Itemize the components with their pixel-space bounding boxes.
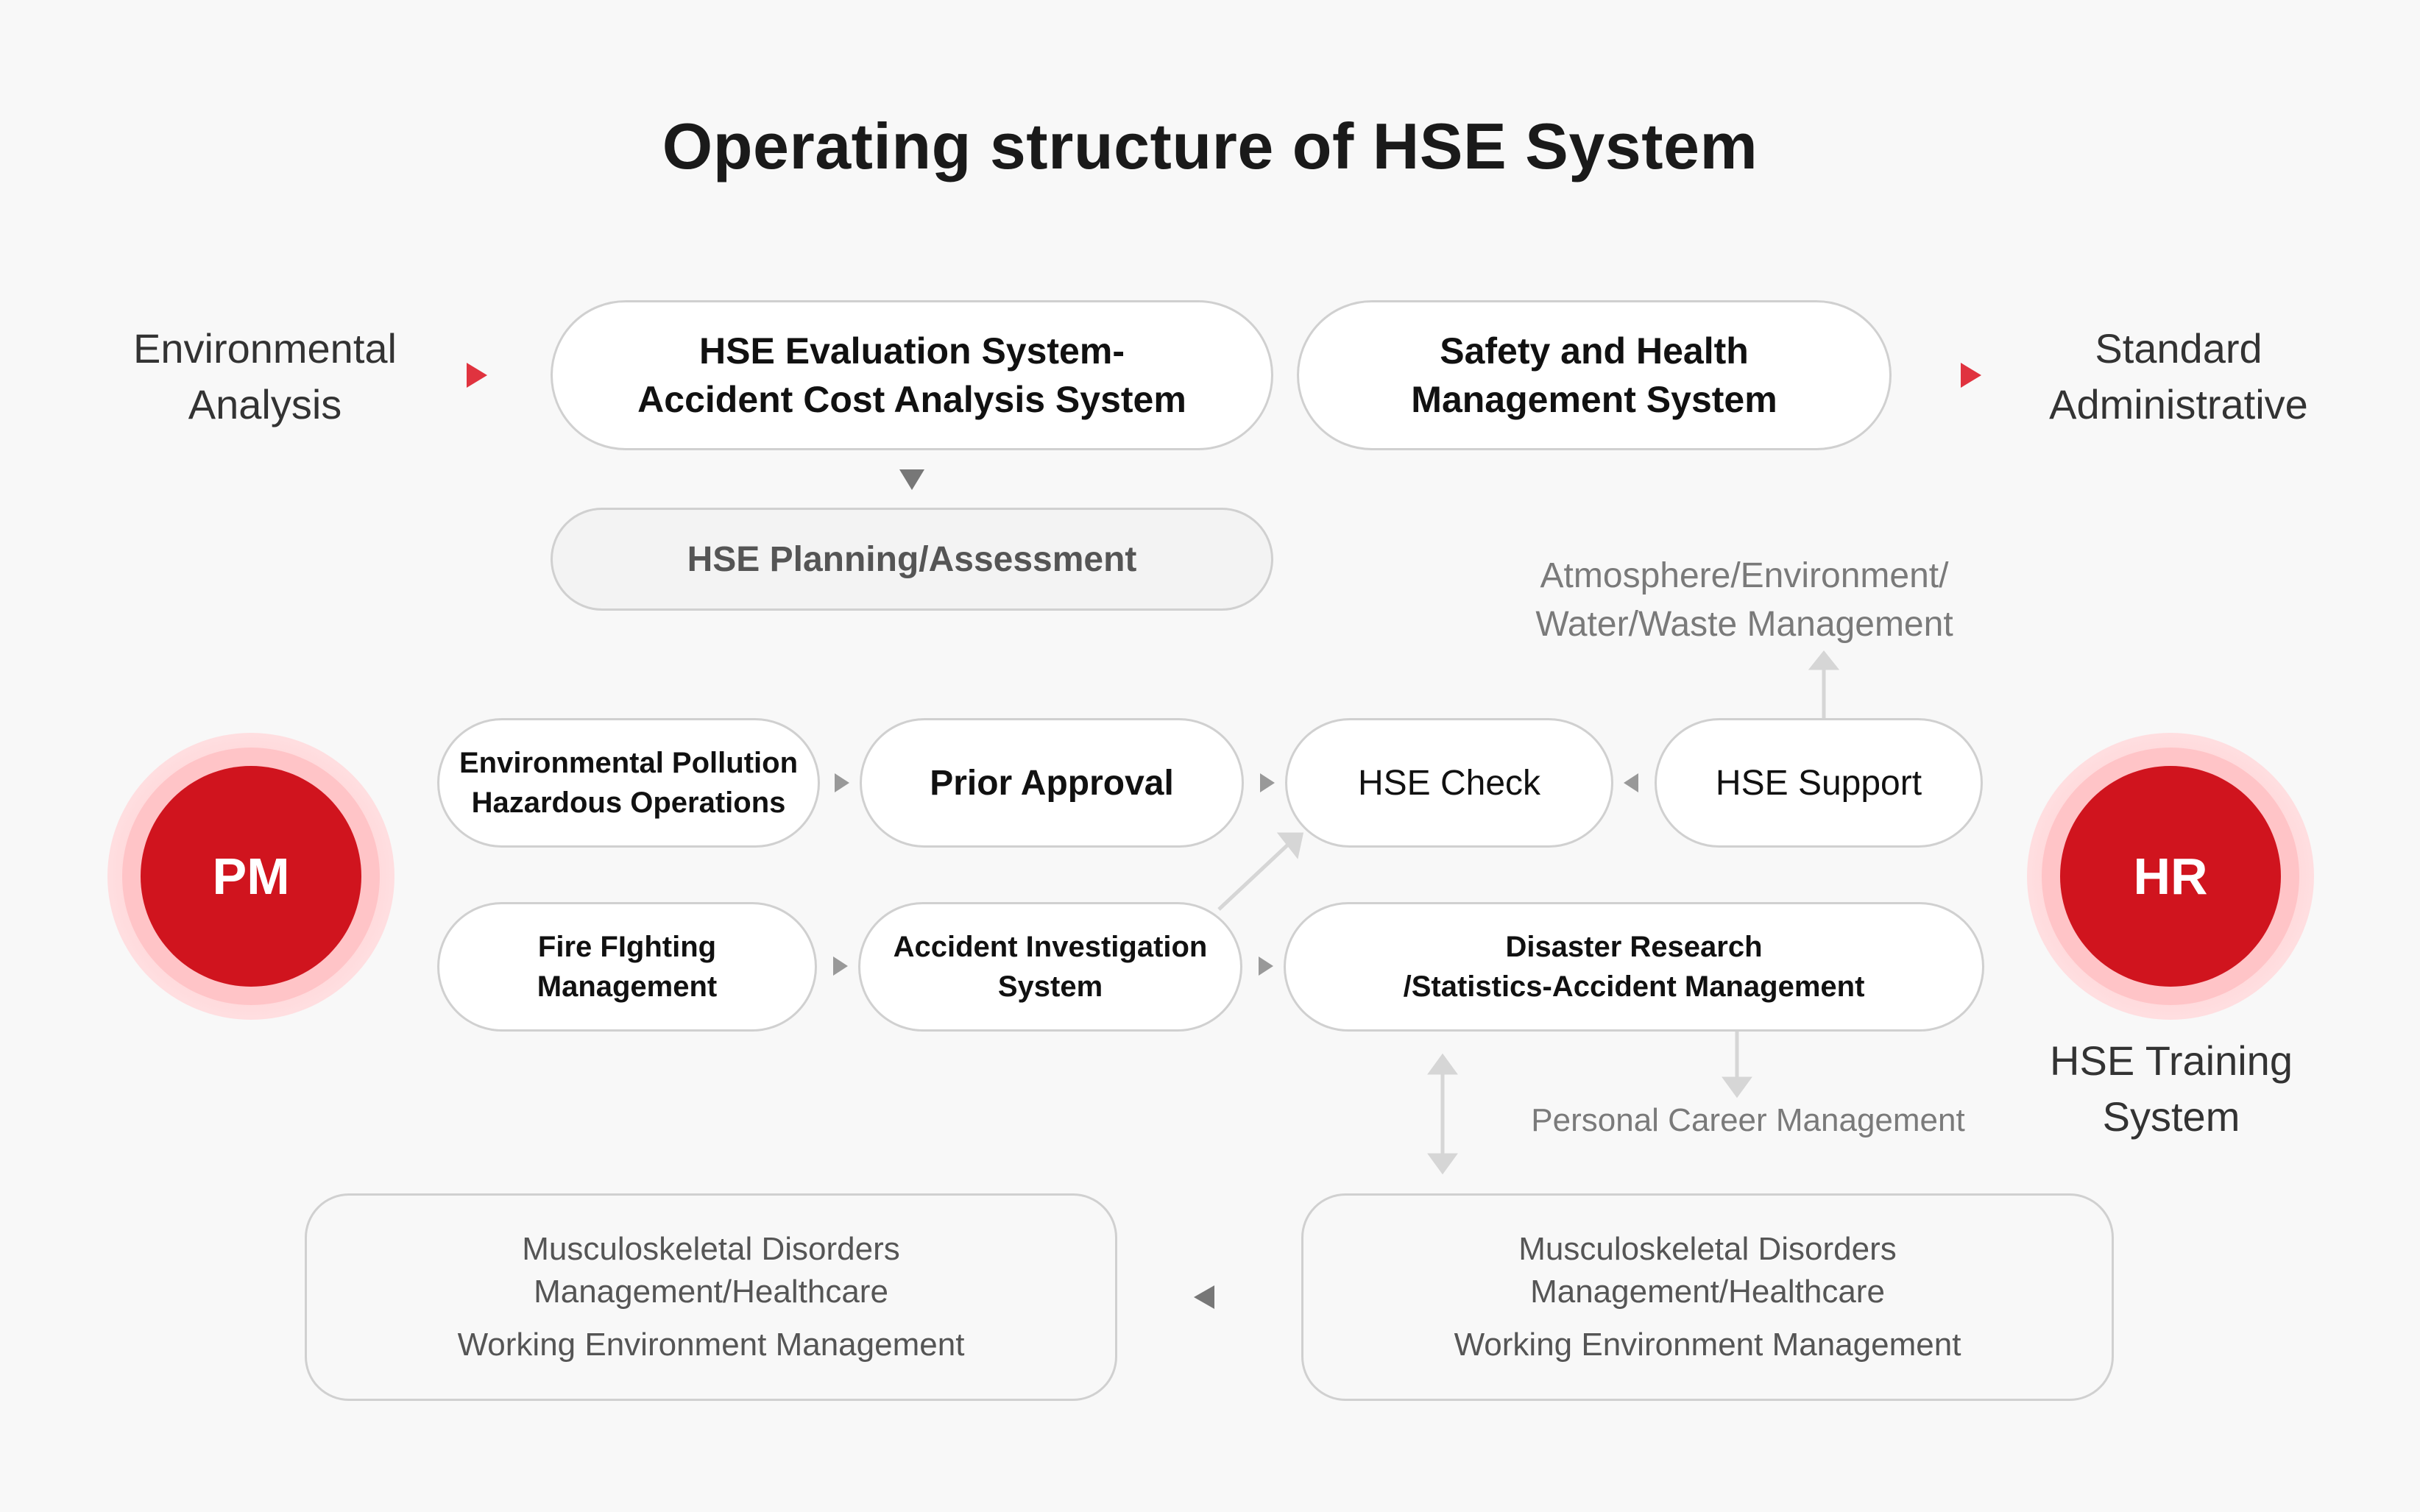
hr-circle: HR	[2060, 766, 2281, 987]
environmental-pollution-line-1: Environmental Pollution	[459, 747, 799, 779]
pm-circle-ring	[122, 748, 380, 1005]
arrow-right-icon	[833, 956, 848, 976]
hse-support-box: HSE Support	[1655, 718, 1983, 848]
hse-training-system-label	[1995, 1033, 2348, 1145]
safety-health-line-1: Safety and Health	[1440, 330, 1749, 372]
bottom-right-line-1: Musculoskeletal Disorders	[1518, 1231, 1897, 1267]
arrowhead-diagonal-icon	[1281, 834, 1301, 855]
prior-approval-box: Prior Approval	[860, 718, 1244, 848]
fire-fighting-line-2: Management	[537, 970, 718, 1003]
arrow-left-icon	[1194, 1285, 1214, 1309]
hr-circle-halo	[2027, 733, 2314, 1020]
personal-career-note: Personal Career Management	[1531, 1102, 1965, 1138]
environmental-pollution-box	[437, 718, 820, 848]
bottom-right-box	[1301, 1193, 2114, 1401]
arrow-left-icon	[1624, 773, 1638, 792]
hse-check-box: HSE Check	[1285, 718, 1613, 848]
accident-investigation-line-2: System	[997, 970, 1103, 1003]
standard-administrative-line-2: Administrative	[2049, 381, 2308, 427]
bottom-left-line-1: Musculoskeletal Disorders	[522, 1231, 900, 1267]
environmental-analysis-line-2: Analysis	[188, 381, 342, 427]
hse-evaluation-line-1: HSE Evaluation System-	[699, 330, 1125, 372]
bottom-right-line-3: Working Environment Management	[1454, 1327, 1961, 1363]
hr-circle-ring	[2042, 748, 2299, 1005]
disaster-research-box	[1284, 902, 1984, 1032]
fire-fighting-line-1: Fire FIghting	[537, 931, 717, 963]
bottom-left-box	[305, 1193, 1117, 1401]
arrow-right-icon	[1260, 773, 1275, 792]
accident-investigation-line-1: Accident Investigation	[893, 931, 1208, 963]
disaster-research-line-1: Disaster Research	[1505, 931, 1763, 963]
bottom-left-line-2: Management/Healthcare	[534, 1274, 888, 1310]
accident-investigation-box	[858, 902, 1242, 1032]
connector-investigation-to-check	[1219, 843, 1289, 909]
environmental-pollution-line-2: Hazardous Operations	[471, 787, 786, 819]
hse-evaluation-line-2: Accident Cost Analysis System	[637, 379, 1186, 420]
disaster-research-line-2: /Statistics-Accident Management	[1403, 970, 1865, 1003]
fire-fighting-box	[437, 902, 817, 1032]
arrowhead-down-icon	[1431, 1155, 1454, 1171]
hse-planning-assessment-box: HSE Planning/Assessment	[551, 508, 1273, 611]
environmental-analysis-line-1: Environmental	[133, 325, 397, 372]
hse-training-line-1: HSE Training	[2050, 1037, 2293, 1084]
arrowhead-up-icon	[1812, 653, 1836, 668]
arrowhead-up-icon	[1431, 1057, 1454, 1073]
hse-training-line-2: System	[2102, 1093, 2240, 1140]
bottom-left-line-3: Working Environment Management	[457, 1327, 965, 1363]
atmosphere-note-line-1: Atmosphere/Environment/	[1540, 556, 1949, 595]
pm-circle-halo	[107, 733, 395, 1020]
atmosphere-note-line-2: Water/Waste Management	[1535, 605, 1953, 644]
standard-administrative-line-1: Standard	[2095, 325, 2262, 372]
safety-health-line-2: Management System	[1411, 379, 1777, 420]
bottom-right-line-2: Management/Healthcare	[1530, 1274, 1885, 1310]
arrow-right-icon	[835, 773, 849, 792]
diagram-title: Operating structure of HSE System	[662, 110, 1758, 182]
arrowhead-down-icon	[1725, 1079, 1749, 1095]
arrow-right-icon	[1259, 956, 1273, 976]
pm-circle: PM	[141, 766, 361, 987]
